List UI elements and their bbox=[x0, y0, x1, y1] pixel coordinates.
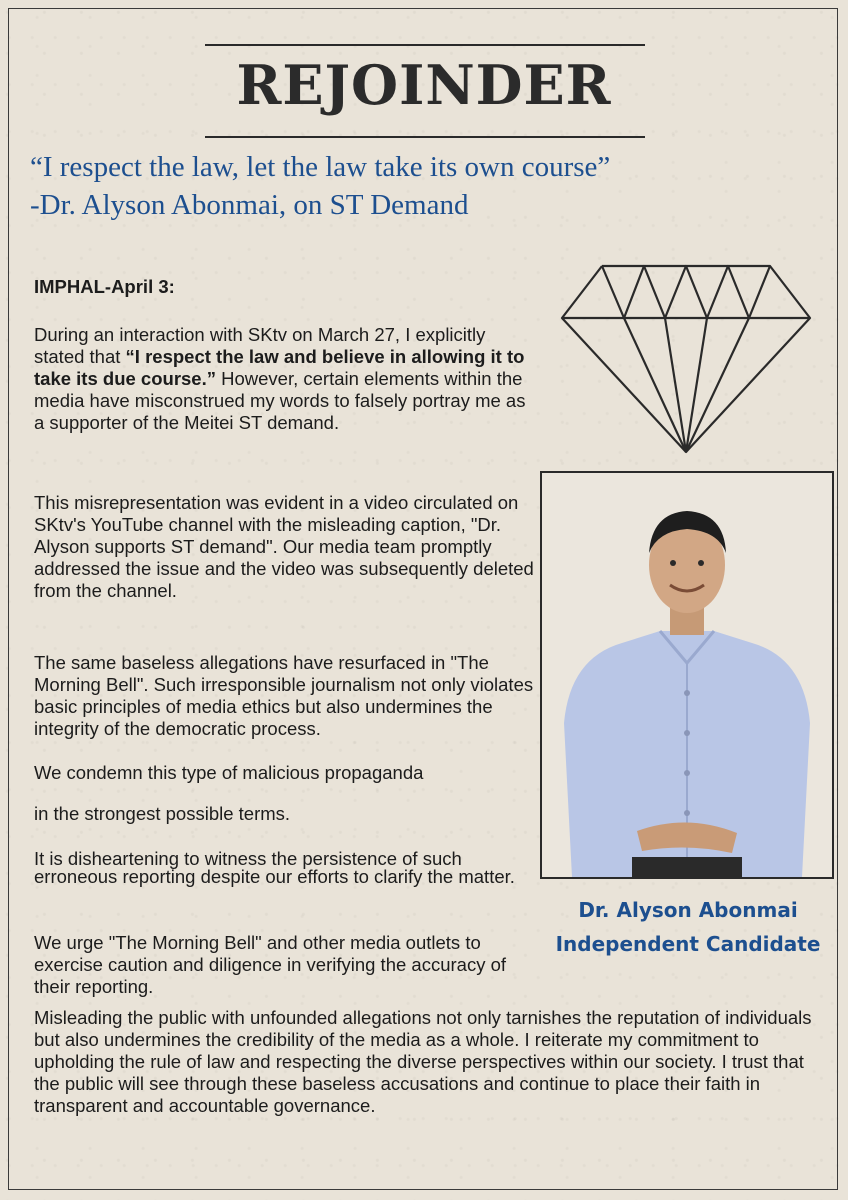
paragraph-8: Misleading the public with unfounded allegations not only tarnishes the reputation of individuals but also undermines the credibility of the media as a whole. I reiterate my commitment to upholding the rule of law and respecting the diverse perspectives within our society. I trust that the public will see through these baseless accusations and continue to place their faith in transparent and accountable governance. bbox=[34, 1007, 812, 1116]
paragraph-7: We urge "The Morning Bell" and other media outlets to exercise caution and diligence in verifying the accuracy of their reporting. bbox=[34, 932, 507, 997]
banner-title: REJOINDER bbox=[236, 53, 612, 117]
dateline: IMPHAL-April 3: bbox=[34, 276, 175, 297]
paragraph-1 bbox=[34, 324, 534, 434]
candidate-name: Dr. Alyson Abonmai bbox=[578, 898, 798, 922]
paragraph-1-quote: “I respect the law and believe in allowing it to take its due course.” bbox=[34, 346, 525, 389]
paragraph-4: We condemn this type of malicious propaganda bbox=[34, 762, 424, 783]
paragraph-3: The same baseless allegations have resurfaced in "The Morning Bell". Such irresponsible journalism not only violates basic principles of media ethics but also undermines the integrity of the democratic process. bbox=[34, 652, 534, 739]
paragraph-6: It is disheartening to witness the persistence of such erroneous reporting despite our efforts to clarify the matter. bbox=[34, 848, 515, 887]
paragraph-1-tail: However, certain elements within the media have misconstrued my words to falsely portray me as a supporter of the Meitei ST demand. bbox=[34, 368, 526, 433]
photo-caption bbox=[528, 893, 848, 961]
paragraph-5: in the strongest possible terms. bbox=[34, 803, 291, 824]
candidate-role: Independent Candidate bbox=[555, 932, 821, 956]
paragraph-1-lead: During an interaction with SKtv on March 27, I explicitly stated that bbox=[34, 324, 486, 367]
headline-line-1: “I respect the law, let the law take its own course” bbox=[30, 151, 611, 183]
headline-quote bbox=[30, 148, 830, 224]
candidate-photo bbox=[540, 471, 834, 879]
headline-line-2: -Dr. Alyson Abonmai, on ST Demand bbox=[30, 189, 469, 221]
diamond-icon bbox=[560, 262, 812, 454]
candidate-portrait-illustration bbox=[542, 473, 832, 877]
paragraph-2: This misrepresentation was evident in a video circulated on SKtv's YouTube channel with the misleading caption, "Dr. Alyson supports ST demand". Our media team promptly addressed the issue and the video was subsequently deleted from the channel. bbox=[34, 492, 534, 601]
